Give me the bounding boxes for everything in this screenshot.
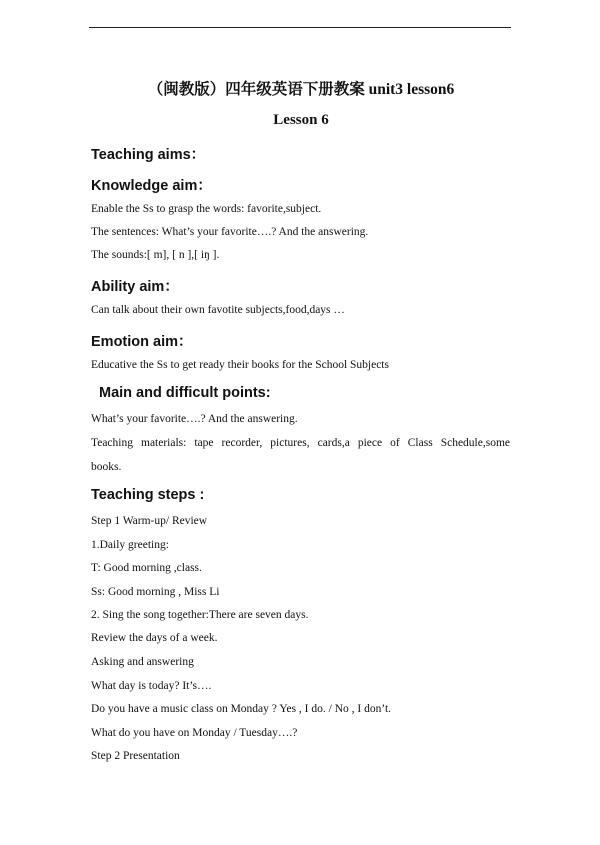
step-line-8: What day is today? It’s…. — [91, 680, 212, 692]
knowledge-line-1: Enable the Ss to grasp the words: favorite,subject. — [91, 203, 322, 215]
knowledge-line-3: The sounds:[ m], [ n ],[ iŋ ]. — [91, 249, 220, 261]
step-line-3: T: Good morning ,class. — [91, 562, 202, 574]
main-line-1: What’s your favorite….? And the answering. — [91, 413, 298, 425]
step-line-6: Review the days of a week. — [91, 632, 218, 644]
knowledge-line-2: The sentences: What’s your favorite….? And the answering. — [91, 226, 369, 238]
heading-main-points: Main and difficult points: — [99, 385, 271, 401]
heading-teaching-steps: Teaching steps : — [91, 487, 205, 503]
heading-knowledge-aim: Knowledge aim： — [91, 178, 212, 194]
step-line-10: What do you have on Monday / Tuesday….? — [91, 727, 298, 739]
main-line-3: books. — [91, 461, 122, 473]
ability-line-1: Can talk about their own favotite subjects,food,days … — [91, 304, 345, 316]
step-line-2: 1.Daily greeting: — [91, 539, 169, 551]
document-title: （闽教版）四年级英语下册教案 unit3 lesson6 — [147, 81, 455, 98]
emotion-line-1: Educative the Ss to get ready their books for the School Subjects — [91, 359, 389, 371]
heading-emotion-aim: Emotion aim： — [91, 334, 193, 350]
lesson-title: Lesson 6 — [273, 112, 329, 128]
main-line-2: Teaching materials: tape recorder, pictures, cards,a piece of Class Schedule,some — [91, 437, 510, 449]
step-line-4: Ss: Good morning , Miss Li — [91, 586, 220, 598]
step-line-1: Step 1 Warm-up/ Review — [91, 515, 208, 527]
heading-teaching-aims: Teaching aims： — [91, 147, 206, 163]
step-line-9: Do you have a music class on Monday ? Yes , I do. / No , I don’t. — [91, 703, 392, 715]
step-line-7: Asking and answering — [91, 656, 194, 668]
header-rule — [89, 27, 511, 28]
heading-ability-aim: Ability aim： — [91, 279, 179, 295]
step-line-5: 2. Sing the song together:There are seven days. — [91, 609, 309, 621]
step-line-11: Step 2 Presentation — [91, 750, 180, 762]
